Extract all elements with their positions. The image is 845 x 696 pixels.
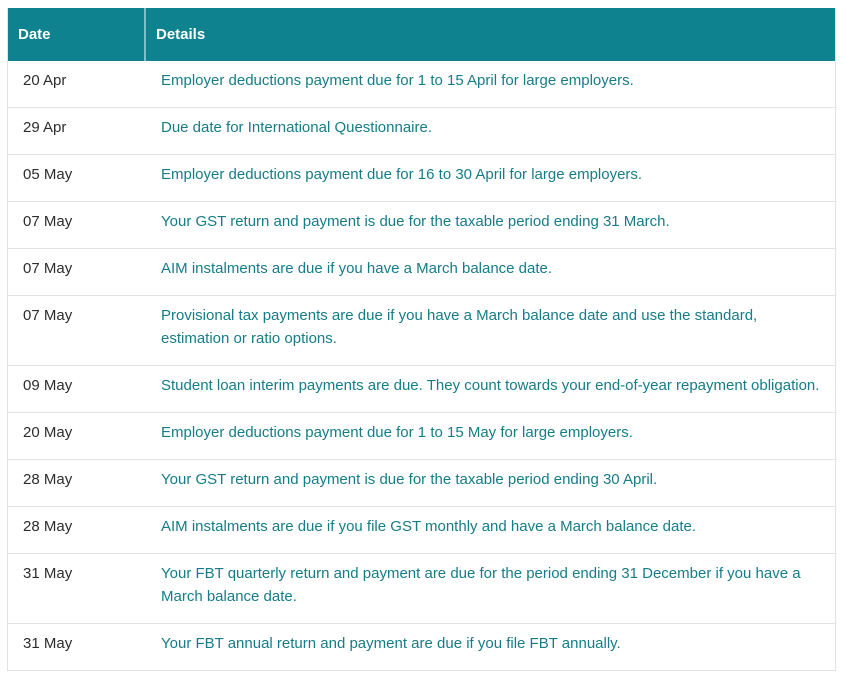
table-row xyxy=(8,554,835,624)
row-date: 28 May xyxy=(23,518,73,535)
table-row xyxy=(8,155,835,202)
tax-dates-table xyxy=(7,8,836,671)
table-row xyxy=(8,108,835,155)
row-details: Employer deductions payment due for 1 to 15 April for large employers. xyxy=(161,72,634,89)
row-date: 07 May xyxy=(23,213,73,230)
row-date: 31 May xyxy=(23,635,73,652)
table-row xyxy=(8,249,835,296)
row-date: 07 May xyxy=(23,260,73,277)
row-details: AIM instalments are due if you file GST monthly and have a March balance date. xyxy=(161,518,697,535)
table-row xyxy=(8,624,835,671)
row-details: Employer deductions payment due for 16 to 30 April for large employers. xyxy=(161,166,643,183)
table-row xyxy=(8,507,835,554)
row-date: 28 May xyxy=(23,471,73,488)
row-date: 05 May xyxy=(23,166,73,183)
row-date: 07 May xyxy=(23,307,73,324)
row-details: Your FBT annual return and payment are due if you file FBT annually. xyxy=(161,635,621,652)
row-date: 09 May xyxy=(23,377,73,394)
row-details: AIM instalments are due if you have a March balance date. xyxy=(161,260,553,277)
table-row xyxy=(8,366,835,413)
row-details: Provisional tax payments are due if you have a March balance date and use the standard, estimation or ratio options. xyxy=(161,307,758,347)
table-row xyxy=(8,460,835,507)
row-date: 20 May xyxy=(23,424,73,441)
column-header-details: Details xyxy=(156,26,206,43)
row-date: 20 Apr xyxy=(23,72,67,89)
table-header xyxy=(8,8,835,61)
table-row xyxy=(8,61,835,108)
row-details: Employer deductions payment due for 1 to 15 May for large employers. xyxy=(161,424,633,441)
row-date: 31 May xyxy=(23,565,73,582)
row-details: Your GST return and payment is due for the taxable period ending 31 March. xyxy=(161,213,670,230)
table-row xyxy=(8,413,835,460)
table-body xyxy=(8,61,835,671)
table-row xyxy=(8,202,835,249)
row-date: 29 Apr xyxy=(23,119,67,136)
column-header-date: Date xyxy=(8,8,146,61)
row-details: Due date for International Questionnaire. xyxy=(161,119,433,136)
table-row xyxy=(8,296,835,366)
row-details: Your FBT quarterly return and payment are due for the period ending 31 December if you have a March balance date. xyxy=(161,565,801,605)
row-details: Your GST return and payment is due for the taxable period ending 30 April. xyxy=(161,471,658,488)
row-details: Student loan interim payments are due. They count towards your end-of-year repayment obligation. xyxy=(161,377,820,394)
